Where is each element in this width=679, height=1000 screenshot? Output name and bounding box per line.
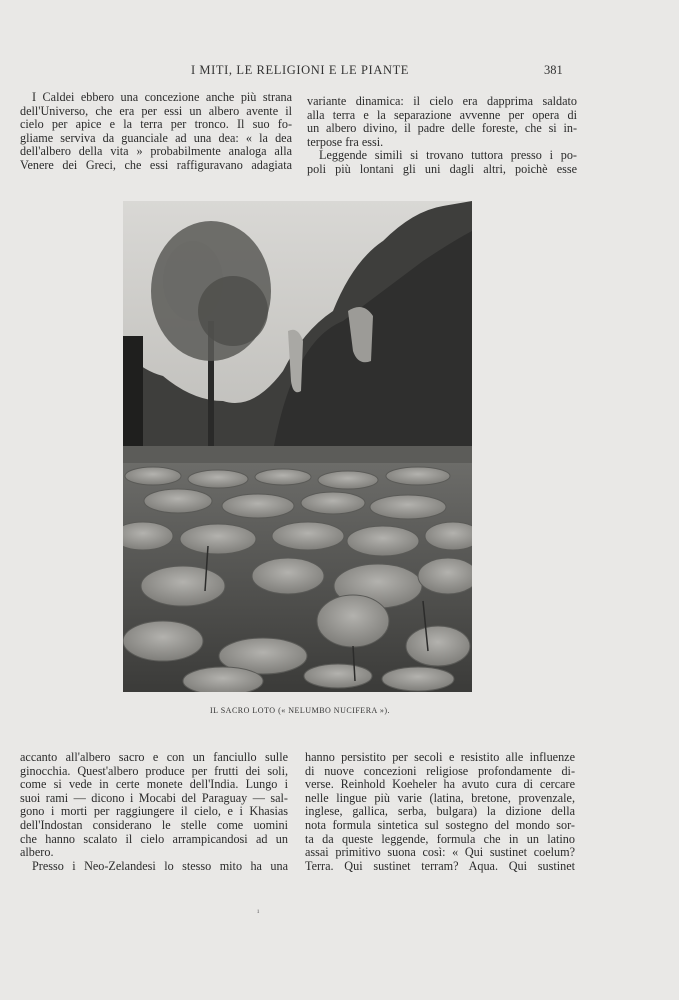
text-line: cielo per apice e la terra per tronco. Il suo fo- <box>20 117 292 132</box>
text-line: come si vede in certe monete dell'India. Lungo i <box>20 777 288 792</box>
text-line: terpose fra essi. <box>307 134 384 149</box>
bottom-right-column <box>305 751 575 873</box>
text-line: gono i morti per raggiungere il cielo, e i Khasias <box>20 804 288 819</box>
text-line: variante dinamica: il cielo era dapprima saldato <box>307 94 577 108</box>
text-line: inglese, gallica, serba, bulgara) la dizione della <box>305 804 575 819</box>
text-line: Presso i Neo-Zelandesi lo stesso mito ha una <box>32 858 288 873</box>
text-line: ta da queste leggende, formula che in un latino <box>305 831 575 846</box>
text-line: alla terra e la separazione avvenne per opera di <box>307 107 577 122</box>
text-line: nota formula sintetica sul sostegno del mondo sor- <box>305 817 575 832</box>
lotus-photograph <box>123 201 472 692</box>
text-line: Venere dei Greci, che essi raffiguravano adagiata <box>20 157 292 172</box>
text-line: I Caldei ebbero una concezione anche più strana <box>32 90 292 104</box>
text-line: ginocchia. Quest'albero produce per frutti dei soli, <box>20 763 288 778</box>
text-line: assai primitivo suona così: « Qui sustinet coelum? <box>305 845 575 860</box>
text-line: hanno persistito per secoli e resistito alle influenze <box>305 750 575 764</box>
text-line: Terra. Qui sustinet terram? Aqua. Qui sustinet <box>305 858 575 873</box>
text-line: dell'albero della vita » probabilmente analoga alla <box>20 144 292 159</box>
text-line: nelle lingue più varie (latina, bretone, provenzale, <box>305 790 575 805</box>
text-line: albero. <box>20 845 54 860</box>
text-line: gliame serviva da guanciale ad una dea: « la dea <box>20 130 292 145</box>
text-line: che hanno scalato il cielo arrampicandosi ad un <box>20 831 288 846</box>
bottom-left-column <box>20 751 288 873</box>
text-line: accanto all'albero sacro e con un fanciullo sulle <box>20 750 288 764</box>
running-header <box>0 63 679 79</box>
figure-caption: IL SACRO LOTO (« NELUMBO NUCIFERA »). <box>209 706 391 715</box>
text-line: Leggende simili si trovano tuttora presso i po- <box>319 148 577 163</box>
top-right-column <box>307 95 577 177</box>
text-line: dell'Universo, che era per essi un albero avente il <box>20 103 292 118</box>
text-line: un albero divino, il padre delle foreste, che si in- <box>307 121 577 136</box>
signature-mark: ¹ <box>257 908 260 917</box>
text-line: dell'Indostan considerano le stelle come uomini <box>20 817 288 832</box>
text-line: di nuove concezioni religiose profondamente di- <box>305 763 575 778</box>
text-line: suoi rami — dicono i Mocabi del Paraguay — sal- <box>20 790 288 805</box>
page-number: 381 <box>544 63 563 77</box>
top-left-column <box>20 91 292 173</box>
running-title: I MITI, LE RELIGIONI E LE PIANTE <box>190 63 410 77</box>
text-line: verse. Reinhold Koeheler ha avuto cura di cercare <box>305 777 575 792</box>
text-line: poli più lontani gli uni dagli altri, poichè esse <box>307 161 577 176</box>
